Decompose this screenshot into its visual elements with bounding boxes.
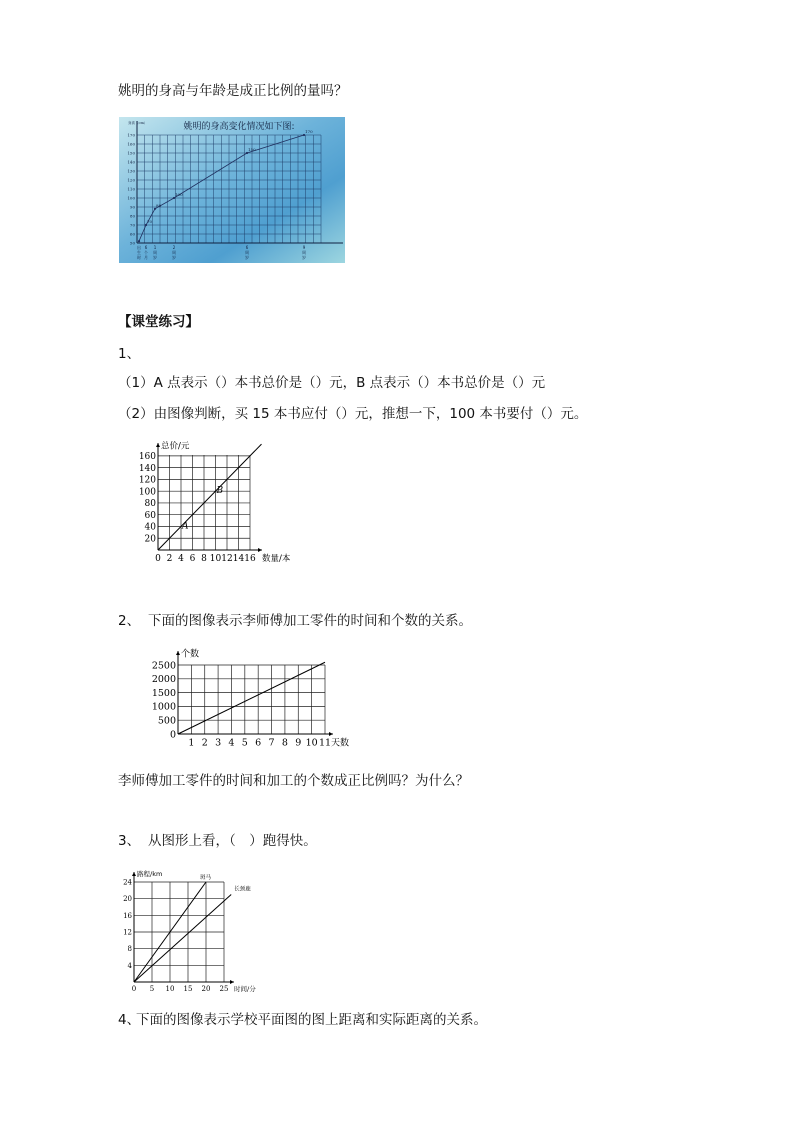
q1-line1: （1）A 点表示（）本书总价是（）元，B 点表示（）本书总价是（）元 xyxy=(118,375,546,391)
parts-days-chart xyxy=(145,648,360,750)
y-tick-label: 8 xyxy=(127,945,132,954)
svg-text:岁: 岁 xyxy=(153,255,157,260)
yao-y-tick-label: 130 xyxy=(127,168,135,174)
q4-number: 4、 xyxy=(118,1012,141,1028)
svg-text:月: 月 xyxy=(144,255,148,260)
y-tick-label: 12 xyxy=(123,928,132,937)
x-tick-label: 2 xyxy=(166,554,173,564)
x-tick-label: 14 xyxy=(232,554,245,564)
x-tick-label: 25 xyxy=(219,985,229,992)
q4-text: 下面的图像表示学校平面图的图上距离和实际距离的关系。 xyxy=(136,1012,487,1028)
y-tick-label: 24 xyxy=(123,878,132,887)
svg-text:时: 时 xyxy=(137,255,141,260)
y-axis-label: 个数 xyxy=(181,649,200,660)
x-tick-label: 8 xyxy=(281,737,288,749)
section-title: 【课堂练习】 xyxy=(118,314,199,330)
yao-y-tick-label: 110 xyxy=(127,186,135,192)
x-tick-label: 6 xyxy=(189,554,196,564)
y-axis-label: 路程/km xyxy=(137,870,163,879)
yao-y-tick-label: 60 xyxy=(129,231,135,237)
intro-question: 姚明的身高与年龄是成正比例的量吗？ xyxy=(118,83,348,99)
series-name-label: 斑马 xyxy=(200,875,212,881)
series-name-label: 长颈鹿 xyxy=(234,886,251,893)
x-axis-label: 天数 xyxy=(331,738,350,749)
x-tick-label: 5 xyxy=(149,985,155,992)
yao-y-tick-label: 90 xyxy=(129,204,135,210)
x-tick-label: 7 xyxy=(268,737,275,749)
x-tick-label: 20 xyxy=(201,985,211,992)
x-axis-label: 时间/分 xyxy=(234,985,256,992)
x-axis-arrow xyxy=(329,732,333,736)
yao-point-label: 88 xyxy=(156,202,162,208)
x-tick-label: 10 xyxy=(305,737,318,749)
q2-text: 下面的图像表示李师傅加工零件的时间和个数的关系。 xyxy=(148,613,472,629)
series-line xyxy=(134,895,231,983)
x-tick-label: 5 xyxy=(241,737,248,749)
yao-y-unit: 身高（cm） xyxy=(128,121,148,125)
y-axis-label: 总价/元 xyxy=(161,441,190,452)
zebra-giraffe-chart xyxy=(122,866,270,992)
y-tick-label: 500 xyxy=(157,715,176,727)
y-tick-label: 4 xyxy=(127,961,132,970)
svg-text:个: 个 xyxy=(144,250,148,255)
yao-y-tick-label: 80 xyxy=(129,213,135,219)
svg-text:出: 出 xyxy=(137,245,141,250)
y-tick-label: 1000 xyxy=(151,701,176,713)
y-axis-arrow xyxy=(132,872,136,876)
x-tick-label: 16 xyxy=(244,554,256,564)
y-tick-label: 2000 xyxy=(151,674,176,686)
y-tick-label: 60 xyxy=(144,510,156,521)
y-axis-arrow xyxy=(176,651,180,655)
y-tick-label: 1500 xyxy=(151,687,176,699)
yao-point xyxy=(145,224,147,226)
svg-text:岁: 岁 xyxy=(245,255,249,260)
x-tick-label: 11 xyxy=(318,737,332,749)
yao-chart-title: 姚明的身高变化情况如下图: xyxy=(183,122,295,132)
x-tick-label: 6 xyxy=(255,737,262,749)
yao-point xyxy=(173,197,175,199)
x-tick-label: 9 xyxy=(295,737,302,749)
series-line xyxy=(178,662,325,734)
yao-y-tick-label: 100 xyxy=(127,195,135,201)
yao-point-label: 150 xyxy=(248,147,256,152)
x-tick-label: 0 xyxy=(155,554,161,564)
y-tick-label: 140 xyxy=(138,463,156,474)
x-tick-label: 12 xyxy=(221,554,233,564)
yao-point-label: 70 xyxy=(147,219,153,224)
x-tick-label: 1 xyxy=(188,737,195,749)
svg-text:周: 周 xyxy=(245,250,249,255)
svg-text:1: 1 xyxy=(153,245,157,250)
x-axis-label: 数量/本 xyxy=(262,554,291,564)
svg-text:周: 周 xyxy=(153,250,157,255)
point-label-b: B xyxy=(216,486,224,497)
point-label-a: A xyxy=(182,521,189,532)
q1-number: 1、 xyxy=(118,346,141,362)
svg-text:周: 周 xyxy=(172,250,176,255)
yao-y-tick-label: 160 xyxy=(127,141,135,147)
yao-y-tick-label: 150 xyxy=(127,150,135,156)
x-tick-label: 4 xyxy=(178,554,184,564)
yao-point xyxy=(246,152,248,154)
yao-x-label xyxy=(137,244,141,260)
series-line xyxy=(158,444,262,550)
q3-text: 从图形上看，（ ）跑得快。 xyxy=(148,833,317,849)
svg-text:岁: 岁 xyxy=(172,255,176,260)
yao-height-chart xyxy=(119,117,345,263)
yao-y-tick-label: 120 xyxy=(127,177,135,183)
x-tick-label: 10 xyxy=(165,985,175,992)
yao-y-tick-label: 50 xyxy=(129,240,135,246)
q3-number: 3、 xyxy=(118,833,141,849)
svg-text:生: 生 xyxy=(137,250,141,255)
y-tick-label: 100 xyxy=(138,487,156,498)
svg-text:岁: 岁 xyxy=(302,255,306,260)
svg-text:2: 2 xyxy=(172,245,176,250)
y-tick-label: 20 xyxy=(123,895,132,904)
x-axis-arrow xyxy=(230,980,234,984)
q1-line2: （2）由图像判断，买 15 本书应付（）元，推想一下，100 本书要付（）元。 xyxy=(118,406,588,422)
yao-point xyxy=(138,240,140,242)
yao-point xyxy=(154,208,156,210)
y-tick-label: 16 xyxy=(123,911,132,920)
yao-point-label: 170 xyxy=(305,129,313,134)
y-tick-label: 20 xyxy=(144,534,156,545)
y-tick-label: 0 xyxy=(169,729,176,741)
q2-question: 李师傅加工零件的时间和加工的个数成正比例吗？为什么？ xyxy=(118,773,469,789)
x-tick-label: 3 xyxy=(215,737,222,749)
x-tick-label: 8 xyxy=(201,554,207,564)
svg-text:周: 周 xyxy=(302,250,306,255)
x-tick-label: 10 xyxy=(209,554,222,564)
y-tick-label: 160 xyxy=(138,452,156,463)
yao-y-tick-label: 170 xyxy=(127,132,135,138)
yao-point-label: 100 xyxy=(175,192,183,197)
y-tick-label: 2500 xyxy=(151,660,176,672)
yao-point xyxy=(303,134,305,136)
yao-y-tick-label: 70 xyxy=(129,222,135,228)
x-tick-label: 15 xyxy=(183,985,193,992)
svg-text:6: 6 xyxy=(144,245,148,250)
y-axis-arrow xyxy=(156,443,160,447)
x-tick-label: 4 xyxy=(228,737,235,749)
x-tick-label: 0 xyxy=(131,985,137,992)
y-tick-label: 40 xyxy=(144,522,156,533)
y-tick-label: 80 xyxy=(144,499,156,510)
q2-number: 2、 xyxy=(118,613,141,629)
x-tick-label: 2 xyxy=(201,737,208,749)
yao-chart-background xyxy=(119,117,345,263)
books-price-chart xyxy=(138,440,306,570)
y-tick-label: 120 xyxy=(138,475,156,486)
yao-y-tick-label: 140 xyxy=(127,159,135,165)
x-axis-arrow xyxy=(258,548,262,552)
svg-text:6: 6 xyxy=(245,245,249,250)
svg-text:9: 9 xyxy=(302,245,306,250)
